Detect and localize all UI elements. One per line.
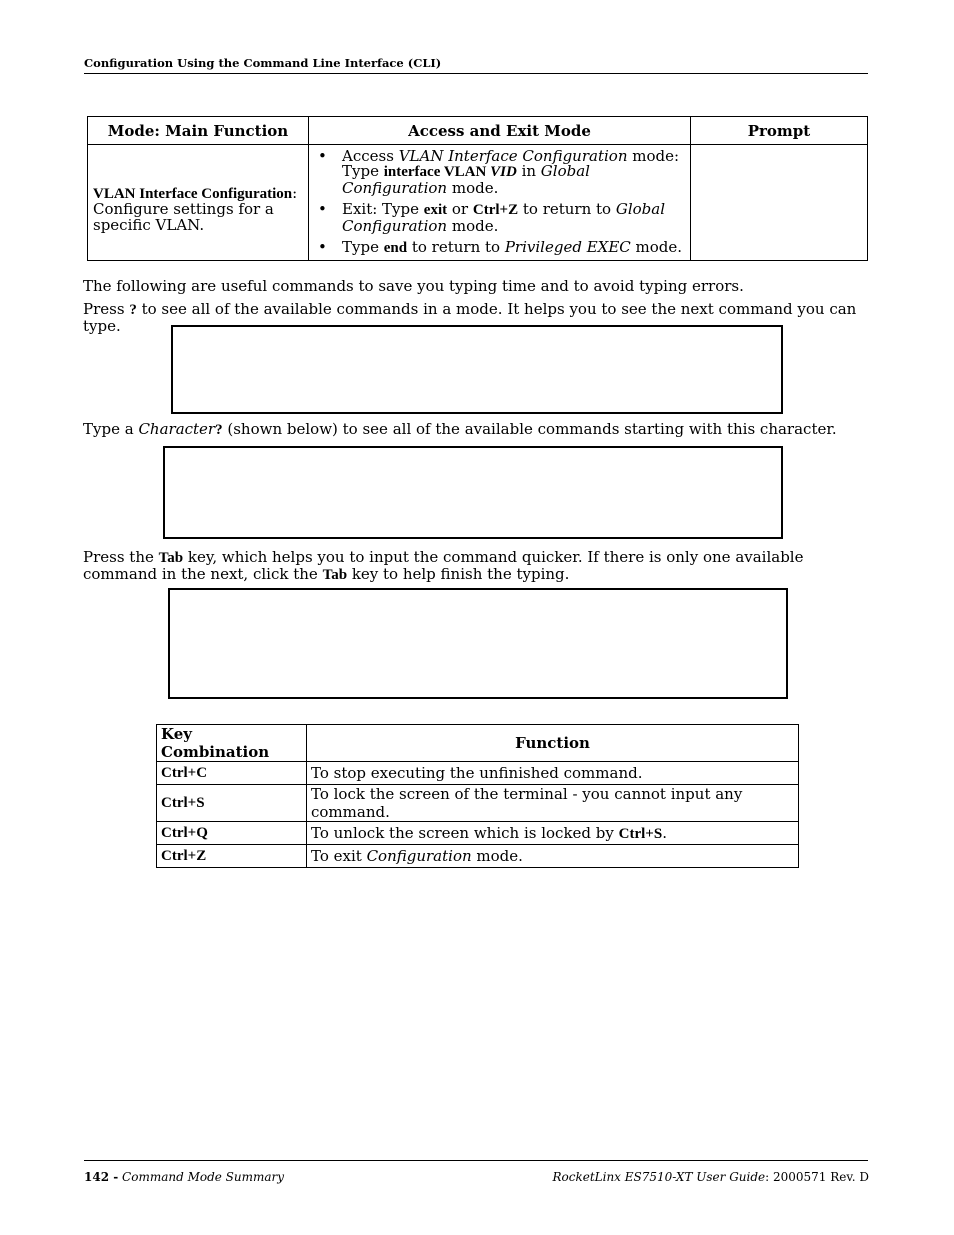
- table-row: [157, 845, 799, 868]
- footer-left: [84, 1170, 284, 1184]
- key-cell: Ctrl+Q: [157, 822, 307, 845]
- bullet: •: [318, 146, 327, 165]
- page-number: 142 -: [84, 1170, 119, 1184]
- mode-ref: Configuration: [366, 847, 472, 865]
- cli-example-box-1: [171, 325, 783, 414]
- text: Press the: [83, 548, 159, 566]
- bullet: •: [318, 238, 327, 256]
- text: Access: [342, 146, 399, 165]
- access-cell: [309, 145, 691, 261]
- col-header-function: Function: [307, 725, 799, 762]
- footer-doc-number: : 2000571 Rev. D: [765, 1170, 869, 1184]
- paragraph-useful-commands: The following are useful commands to save you typing time and to avoid typing errors.: [83, 277, 744, 295]
- col-header-access: Access and Exit Mode: [309, 117, 691, 145]
- text: key, which helps you to input the command quicker. If there is only one available command in the next, click the: [83, 548, 804, 583]
- cli-example-box-2: [163, 446, 783, 539]
- key: Ctrl+S: [618, 825, 663, 842]
- mode-table: [87, 116, 868, 261]
- table-row: [157, 762, 799, 785]
- key: Tab: [322, 567, 348, 583]
- mode-name: VLAN Interface Configuration: [93, 185, 293, 202]
- text: to return to: [518, 200, 616, 218]
- key: ?: [215, 422, 223, 438]
- placeholder-term: Character: [138, 420, 216, 438]
- key-cell: Ctrl+S: [157, 785, 307, 822]
- mode-cell: [88, 145, 309, 261]
- mode-ref: Global Configuration: [342, 162, 590, 197]
- text: mode: Type: [342, 146, 680, 180]
- access-item: [314, 146, 685, 197]
- function-cell: To stop executing the unfinished command.: [307, 762, 799, 785]
- key-cell: Ctrl+Z: [157, 845, 307, 868]
- text: Type: [342, 238, 384, 256]
- command: exit: [423, 202, 448, 218]
- command: end: [383, 240, 408, 256]
- mode-ref: Global Configuration: [342, 200, 666, 235]
- key-combination-table: [156, 724, 799, 868]
- mode-desc: Configure settings for a specific VLAN.: [93, 200, 274, 234]
- text: to see all of the available commands in a mode. It helps you to see the next command you can type.: [83, 300, 857, 335]
- table-row: [157, 822, 799, 845]
- text: mode.: [630, 238, 683, 256]
- col-header-key: Key Combination: [157, 725, 307, 762]
- text: (shown below) to see all of the available commands starting with this character.: [222, 420, 837, 438]
- access-list: [314, 146, 685, 257]
- command: interface VLAN: [383, 164, 491, 180]
- mode-table-row: [88, 145, 868, 261]
- key-table-header-row: [157, 725, 799, 762]
- paragraph-character: [83, 421, 869, 438]
- text: key to help finish the typing.: [347, 565, 570, 583]
- mode-table-header-row: [88, 117, 868, 145]
- text: or: [447, 200, 473, 218]
- text: Type a: [83, 420, 139, 438]
- text: to return to: [407, 238, 505, 256]
- function-cell: [307, 822, 799, 845]
- table-row: [157, 785, 799, 822]
- text: Press: [83, 300, 130, 318]
- key: ?: [129, 302, 137, 318]
- prompt-cell: [691, 145, 868, 261]
- function-cell: To lock the screen of the terminal - you cannot input any command.: [307, 785, 799, 822]
- text: To unlock the screen which is locked by: [311, 823, 619, 842]
- key: Tab: [158, 550, 184, 566]
- paragraph-tab: [83, 549, 869, 583]
- footer-rule: [84, 1160, 868, 1161]
- footer-right: [552, 1170, 869, 1184]
- text: in: [516, 162, 541, 180]
- mode-ref: Privileged EXEC: [504, 238, 631, 256]
- bullet: •: [318, 200, 327, 218]
- key: Ctrl+Z: [472, 202, 519, 218]
- text: .: [662, 823, 667, 842]
- key-cell: Ctrl+C: [157, 762, 307, 785]
- end-item: [314, 240, 685, 257]
- col-header-mode: Mode: Main Function: [88, 117, 309, 145]
- text: mode.: [447, 216, 499, 235]
- cli-example-box-3: [168, 588, 788, 699]
- col-header-prompt: Prompt: [691, 117, 868, 145]
- mode-ref: VLAN Interface Configuration: [398, 146, 628, 165]
- text: mode.: [471, 847, 523, 865]
- text: mode.: [447, 178, 499, 197]
- running-header: Configuration Using the Command Line Interface (CLI): [84, 56, 442, 70]
- function-cell: [307, 845, 799, 868]
- mode-sep: :: [292, 183, 298, 202]
- footer-product: RocketLinx ES7510-XT User Guide: [552, 1170, 766, 1184]
- header-rule: [84, 73, 868, 74]
- command-param: VID: [490, 164, 517, 180]
- footer-section: Command Mode Summary: [118, 1170, 285, 1184]
- text: Exit: Type: [342, 200, 424, 218]
- exit-item: [314, 202, 685, 234]
- text: To exit: [311, 847, 367, 865]
